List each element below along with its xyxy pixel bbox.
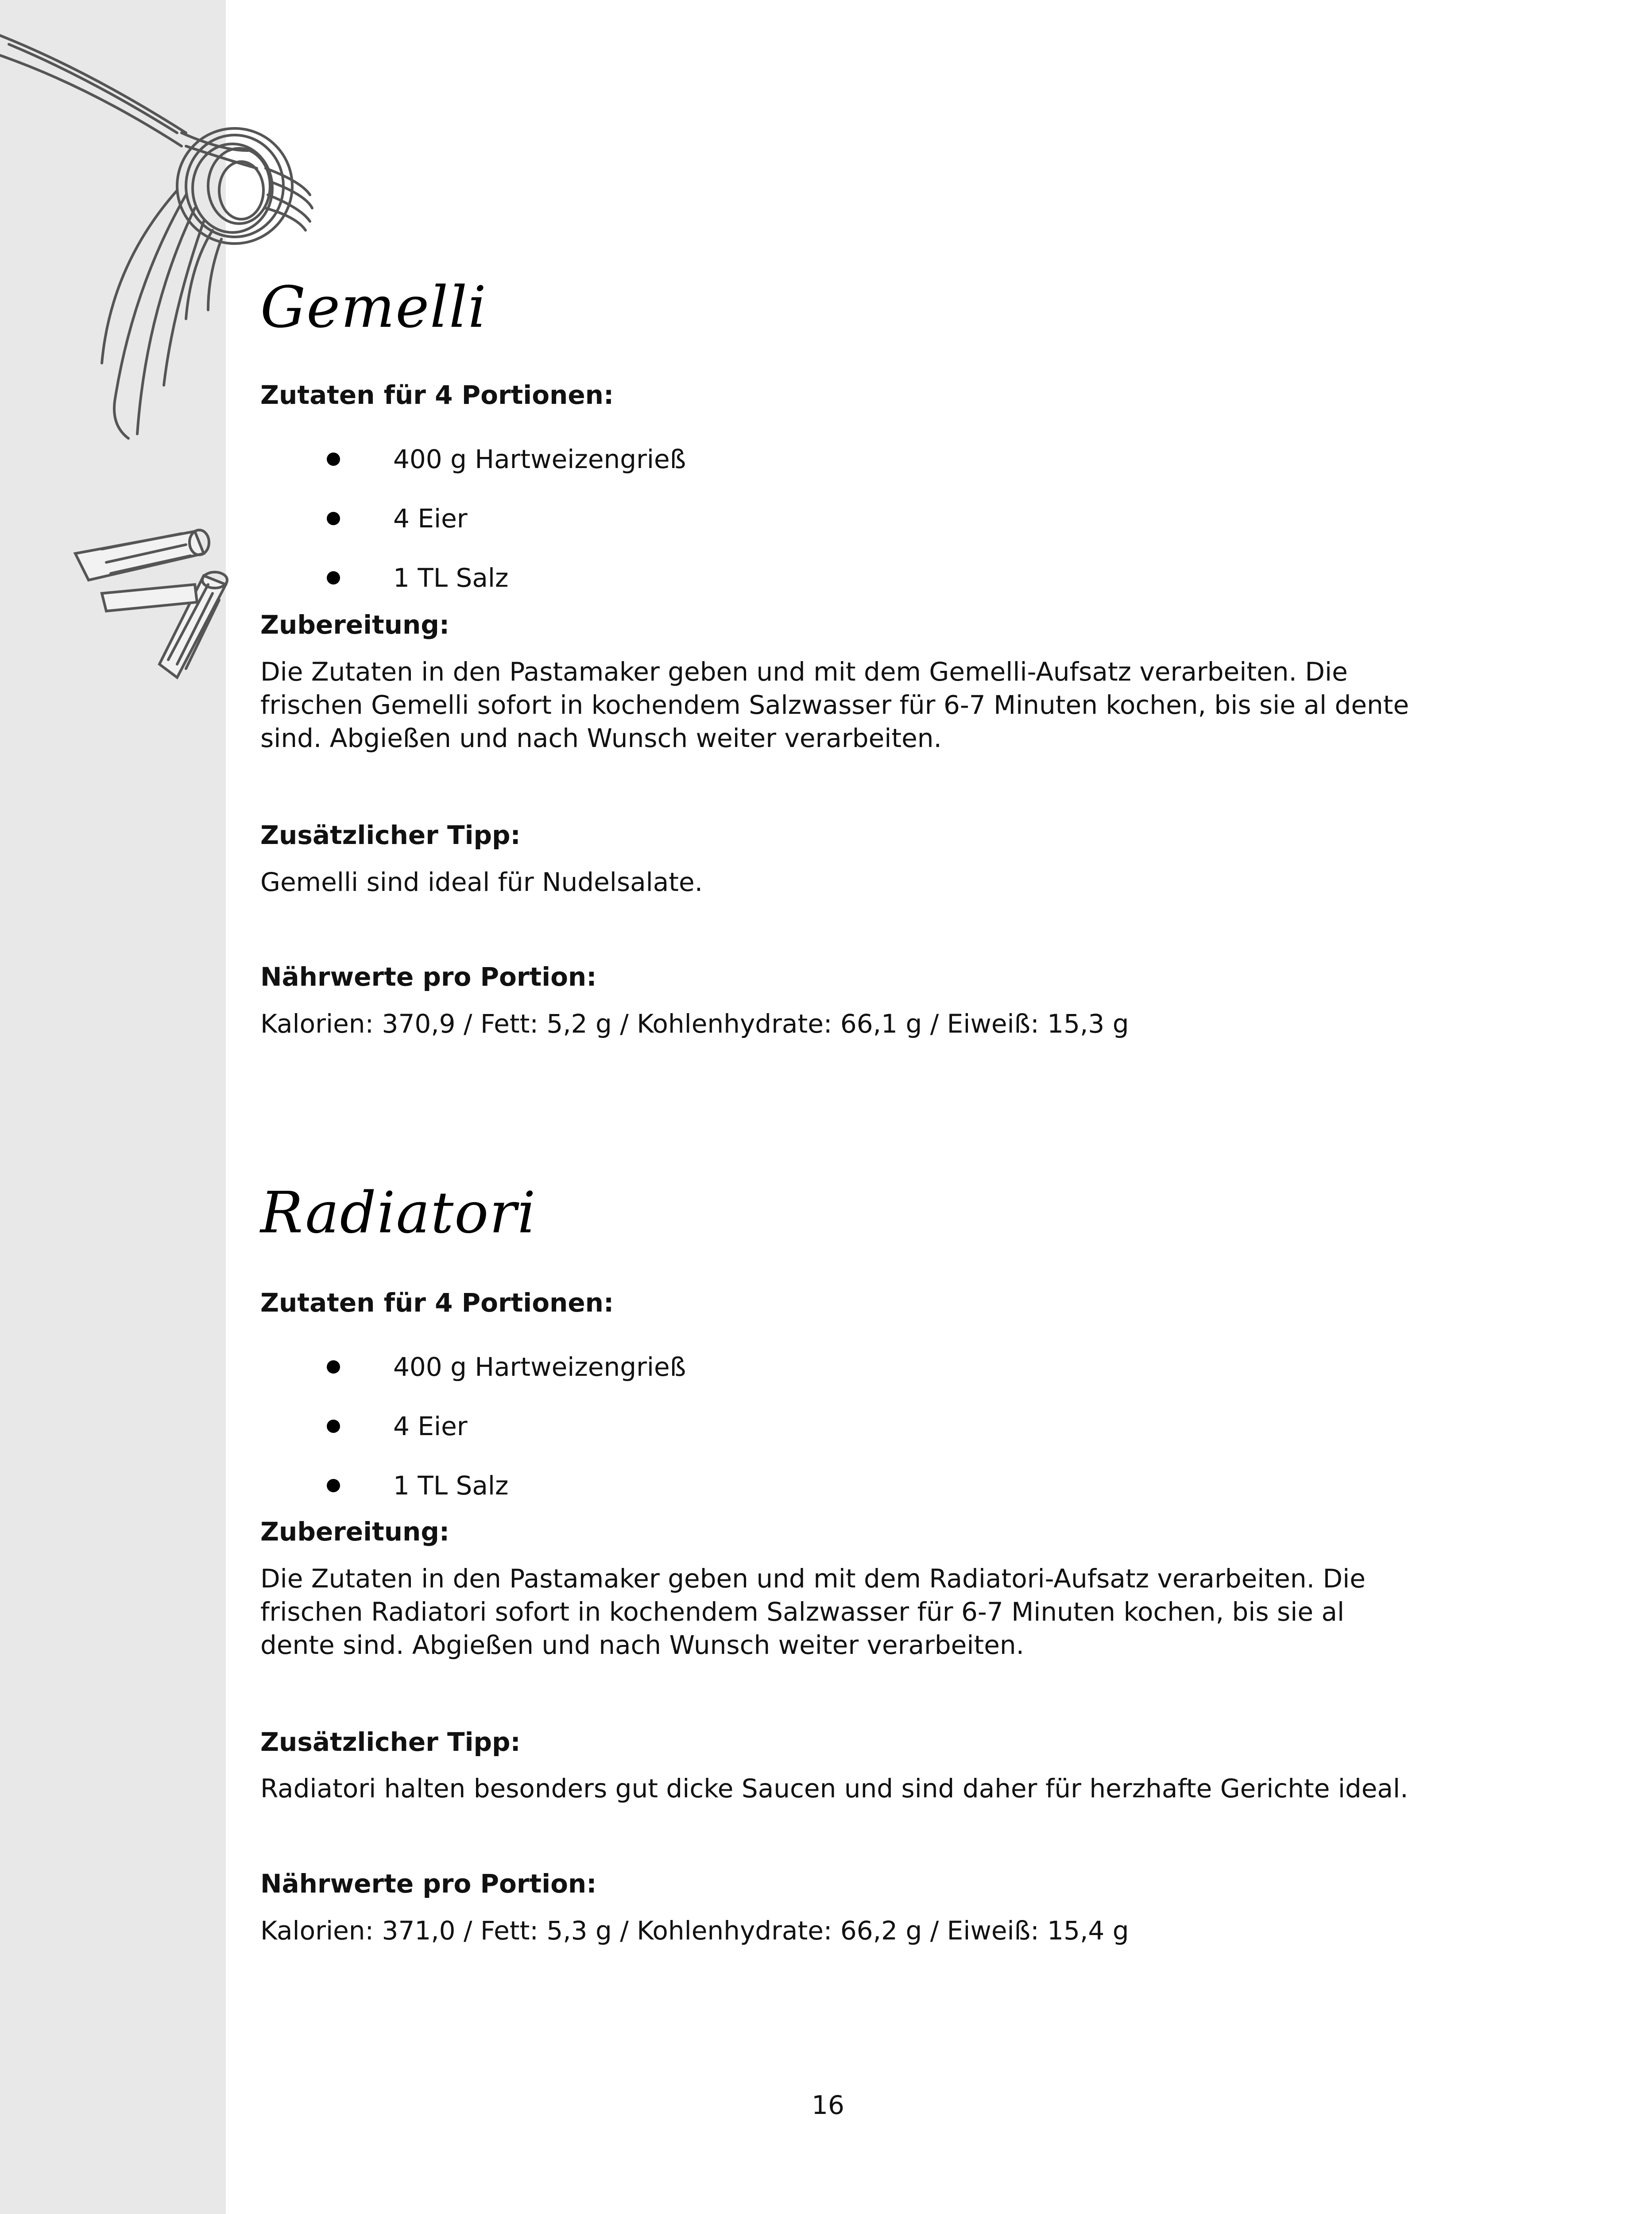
nutrition-text: Kalorien: 371,0 / Fett: 5,3 g / Kohlenhydrate: 66,2 g / Eiweiß: 15,4 g (260, 1916, 1129, 1946)
ingredients-list (327, 1337, 686, 1515)
page-number: 16 (812, 2090, 844, 2120)
preparation-text: Die Zutaten in den Pastamaker geben und mit dem Gemelli-Aufsatz verarbeiten. Die frischen Gemelli sofort in kochendem Salzwasser für 6-7 Minuten kochen, bis sie al dente sind. Abgießen und nach Wunsch weiter verarbeiten. (260, 657, 1409, 753)
ingredient-text: 1 TL Salz (393, 563, 509, 593)
bullet-icon (327, 512, 340, 525)
bullet-icon (327, 1360, 340, 1374)
list-item (327, 1456, 686, 1515)
tip-text: Radiatori halten besonders gut dicke Saucen und sind daher für herzhafte Gerichte ideal. (260, 1773, 1408, 1804)
ingredients-list (327, 430, 686, 608)
fork-with-spaghetti-and-penne-icon (0, 0, 337, 691)
preparation-heading: Zubereitung: (260, 1517, 450, 1547)
list-item (327, 430, 686, 489)
ingredient-text: 400 g Hartweizengrieß (393, 1352, 686, 1382)
nutrition-heading: Nährwerte pro Portion: (260, 962, 597, 992)
recipe-title-gemelli: Gemelli (260, 275, 487, 341)
ingredient-text: 4 Eier (393, 503, 468, 534)
bullet-icon (327, 571, 340, 584)
ingredient-text: 4 Eier (393, 1411, 468, 1441)
list-item (327, 548, 686, 608)
list-item (327, 1397, 686, 1456)
bullet-icon (327, 453, 340, 466)
bullet-icon (327, 1420, 340, 1433)
nutrition-text: Kalorien: 370,9 / Fett: 5,2 g / Kohlenhydrate: 66,1 g / Eiweiß: 15,3 g (260, 1009, 1129, 1039)
tip-heading: Zusätzlicher Tipp: (260, 1727, 521, 1757)
preparation-heading: Zubereitung: (260, 610, 450, 640)
preparation-text: Die Zutaten in den Pastamaker geben und mit dem Radiatori-Aufsatz verarbeiten. Die frischen Radiatori sofort in kochendem Salzwasser für 6-7 Minuten kochen, bis sie al dente sind. Abgießen und nach Wunsch weiter verarbeiten. (260, 1564, 1366, 1660)
recipe-title-radiatori: Radiatori (260, 1180, 537, 1246)
list-item (327, 1337, 686, 1397)
tip-heading: Zusätzlicher Tipp: (260, 820, 521, 850)
list-item (327, 489, 686, 548)
nutrition-heading: Nährwerte pro Portion: (260, 1869, 597, 1899)
ingredient-text: 1 TL Salz (393, 1471, 509, 1501)
bullet-icon (327, 1479, 340, 1492)
tip-text: Gemelli sind ideal für Nudelsalate. (260, 867, 703, 897)
ingredient-text: 400 g Hartweizengrieß (393, 444, 686, 474)
ingredients-heading: Zutaten für 4 Portionen: (260, 380, 614, 410)
ingredients-heading: Zutaten für 4 Portionen: (260, 1288, 614, 1318)
